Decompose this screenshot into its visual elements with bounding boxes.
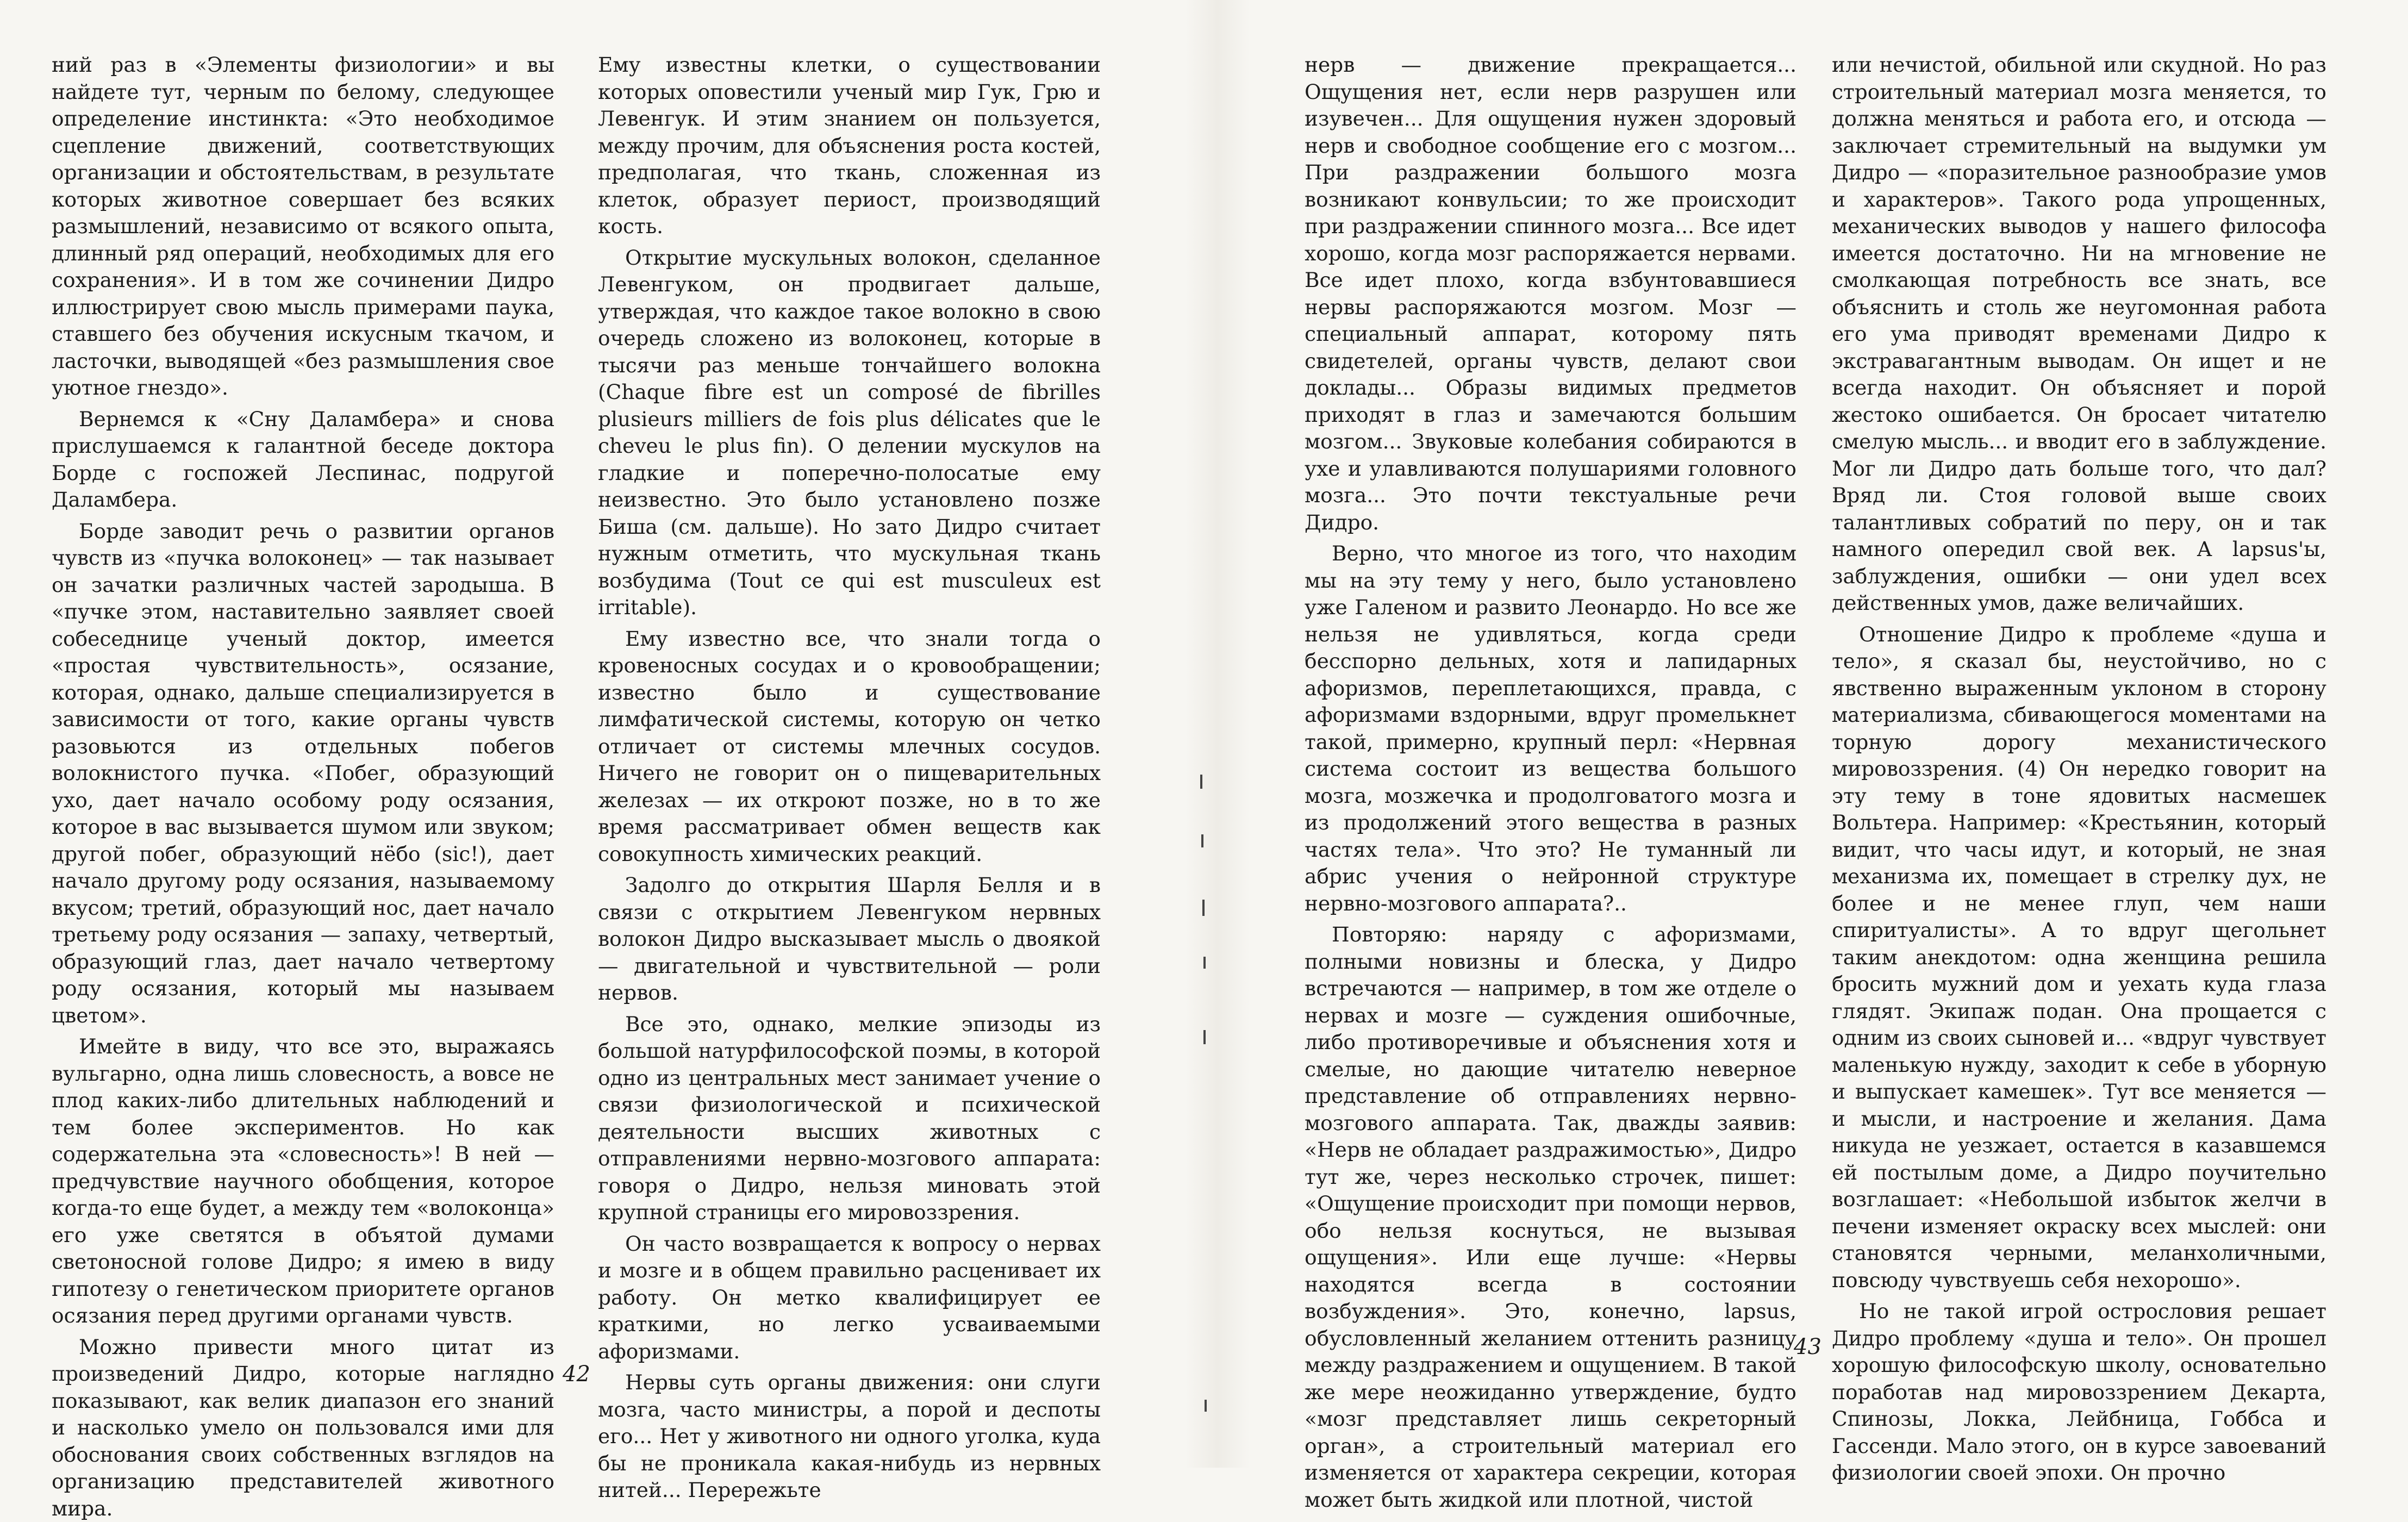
right-page <box>1250 0 2408 1468</box>
paragraph: Ему известны клетки, о существовании которых оповестили ученый мир Гук, Грю и Левенгук. И этим знанием он пользуется, между прочим, для объяснения роста костей, предполагая, что ткань, сложенная из клеток, образует периост, производящий кость. <box>598 52 1101 240</box>
paragraph: Все это, однако, мелкие эпизоды из большой натурфилософской поэмы, в которой одно из центральных мест занимает учение о связи физиологической и психической деятельности высших животных с отправлениями нервно-мозгового аппарата: говоря о Дидро, нельзя миновать этой крупной страницы его мировоззрения. <box>598 1011 1101 1226</box>
left-page-column-2 <box>598 52 1101 1373</box>
paragraph: Верно, что многое из того, что находим мы на эту тему у него, было установлено уже Галеном и развито Леонардо. Но все же нельзя не удивляться, когда среди бесспорно дельных, хотя и лапидарных афоризмов, переплетающихся, правда, с афоризмами вздорными, вдруг промелькнет такой, примерно, крупный перл: «Нервная система состоит из вещества большого мозга, мозжечка и продолговатого мозга и из продолжений этого вещества в разных частях тела». Что это? Не туманный ли абрис учения о нейронной структуре нервно-мозгового аппарата?.. <box>1305 540 1796 917</box>
gutter-mark <box>1205 1400 1207 1412</box>
paragraph: Открытие мускульных волокон, сделанное Левенгуком, он продвигает дальше, утверждая, что каждое такое волокно в свою очередь сложено из волоконец, которые в тысячи раз меньше тончайшего волокна (Chaque fibre est un composé de fibrilles plusieurs milliers de fois plus délicates que le cheveu le plus fin). О делении мускулов на гладкие и поперечно-полосатые ему неизвестно. Это было установлено позже Биша (см. дальше). Но зато Дидро считает нужным отметить, что мускульная ткань возбудима (Tout ce qui est musculeux est irritable). <box>598 245 1101 621</box>
right-page-column-2 <box>1832 52 2326 1373</box>
left-page-number: 42 <box>563 1362 590 1387</box>
paragraph: нерв — движение прекращается... Ощущения нет, если нерв разрушен или изувечен... Для ощущения нужен здоровый нерв и свободное сообщение его с мозгом... При раздражении большого мозга возникают конвульсии; то же происходит при раздражении спинного мозга... Все идет хорошо, когда мозг распоряжается нервами. Все идет плохо, когда взбунтовавшиеся нервы распоряжаются мозгом. Мозг — специальный аппарат, которому пять свидетелей, органы чувств, делают свои доклады... Образы видимых предметов приходят в глаз и замечаются большим мозгом... Звуковые колебания собираются в ухе и улавливаются полушариями головного мозга... Это почти текстуальные речи Дидро. <box>1305 52 1796 536</box>
gutter-mark <box>1203 957 1206 969</box>
paragraph: Ему известно все, что знали тогда о кровеносных сосудах и о кровообращении; известно было и существование лимфатической системы, которую он четко отличает от системы млечных сосудов. Ничего не говорит он о пищеварительных железах — их откроют позже, но в то же время рассматривает обмен веществ как совокупность химических реакций. <box>598 626 1101 868</box>
right-page-column-1 <box>1305 52 1796 1373</box>
gutter-mark <box>1202 900 1205 916</box>
gutter-mark <box>1200 775 1202 789</box>
paragraph: ний раз в «Элементы физиологии» и вы найдете тут, черным по белому, следующее определение инстинкта: «Это необходимое сцепление движений, соответствующих организации и обстоятельствам, в результате которых животное совершает без всяких размышлений, независимо от всякого опыта, длинный ряд операций, необходимых для его сохранения». И в том же сочинении Дидро иллюстрирует свою мысль примерами паука, ставшего без обучения искусным ткачом, и ласточки, выводящей «без размышления свое уютное гнездо». <box>52 52 554 402</box>
paragraph: Задолго до открытия Шарля Белля и в связи с открытием Левенгуком нервных волокон Дидро высказывает мысль о двоякой — двигательной и чувствительной — роли нервов. <box>598 872 1101 1007</box>
left-page <box>0 0 1185 1468</box>
paragraph: Повторяю: наряду с афоризмами, полными новизны и блеска, у Дидро встречаются — например, в том же отделе о нервах и мозге — суждения ошибочные, либо противоречивые и объяснения хотя и смелые, но дающие читателю неверное представление об отправлениях нервно-мозгового аппарата. Так, дважды заявив: «Нерв не обладает раздражимостью», Дидро тут же, через несколько строчек, пишет: «Ощущение происходит при помощи нервов, обо нельзя коснуться, не вызывая ощущения». Или еще лучше: «Нервы находятся всегда в состоянии возбуждения». Это, конечно, lapsus, обусловленный желанием оттенить разницу между раздражением и ощущением. В такой же мере неожиданно утверждение, будто «мозг представляет лишь секреторный орган», а строительный материал его изменяется от характера секреции, которая может быть жидкой или плотной, чистой <box>1305 921 1796 1513</box>
paragraph: Отношение Дидро к проблеме «душа и тело», я сказал бы, неустойчиво, но с явственно выраженным уклоном в сторону материализма, сбивающегося моментами на торную дорогу механистического мировоззрения. (4) Он нередко говорит на эту тему в тоне ядовитых насмешек Вольтера. Например: «Крестьянин, который видит, что часы идут, и который, не зная механизма их, помещает в стрелку дух, не более и не менее глуп, чем наши спиритуалисты». А то вдруг щегольнет таким анекдотом: одна женщина решила бросить мужний дом и уехать куда глаза глядят. Экипаж подан. Она прощается с одним из своих сыновей и... «вдруг чувствует маленькую нужду, заходит к себе в уборную и выпускает камешек». Тут все меняется — и мысли, и настроение и желания. Дама никуда не уезжает, остается в казавшемся ей постылым доме, а Дидро поучительно возглашает: «Небольшой избыток желчи в печени изменяет окраску всех мыслей: они становятся черными, меланхоличными, повсюду чувствуешь себя нехорошо». <box>1832 621 2326 1294</box>
paragraph: Борде заводит речь о развитии органов чувств из «пучка волоконец» — так называет он зачатки различных частей зародыша. В «пучке этом, наставительно заявляет своей собеседнице ученый доктор, имеется «простая чувствительность», осязание, которая, однако, дальше специализируется в зависимости от того, какие органы чувств разовьются из отдельных побегов волокнистого пучка. «Побег, образующий ухо, дает начало особому роду осязания, которое в вас вызывается шумом или звуком; другой побег, образующий нёбо (sic!), дает начало другому роду осязания, называемому вкусом; третий, образующий нос, дает начало третьему роду осязания — запаху, четвертый, образующий глаз, дает начало четвертому роду осязания, который мы называем цветом». <box>52 518 554 1030</box>
paragraph: Можно привести много цитат из произведений Дидро, которые наглядно показывают, как велик диапазон его знаний и насколько умело он пользовался ими для обоснования своих собственных взглядов на организацию представителей животного мира. <box>52 1334 554 1522</box>
book-gutter <box>1185 0 1250 1468</box>
gutter-mark <box>1201 834 1203 847</box>
paragraph: Он часто возвращается к вопросу о нервах и мозге и в общем правильно расценивает их работу. Он метко квалифицирует ее краткими, но легко усваиваемыми афоризмами. <box>598 1231 1101 1365</box>
paragraph: Вернемся к «Сну Даламбера» и снова прислушаемся к галантной беседе доктора Борде с госпожей Леспинас, подругой Даламбера. <box>52 406 554 514</box>
paragraph: Имейте в виду, что все это, выражаясь вульгарно, одна лишь словесность, а вовсе не плод каких-либо длительных наблюдений и тем более экспериментов. Но как содержательна эта «словесность»! В ней — предчувствие научного обобщения, которое когда-то еще будет, а между тем «волоконца» его уже светятся в объятой думами светоносной голове Дидро; я имею в виду гипотезу о генетическом приоритете органов осязания перед другими органами чувств. <box>52 1033 554 1330</box>
paragraph: Нервы суть органы движения: они слуги мозга, часто министры, а порой и деспоты его... Нет у животного ни одного уголка, куда бы не проникала какая-нибудь из нервных нитей... Перережьте <box>598 1369 1101 1504</box>
paragraph: или нечистой, обильной или скудной. Но раз строительный материал мозга меняется, то должна меняться и работа его, и отсюда — заключает стремительный на выдумки ум Дидро — «поразительное разнообразие умов и характеров». Такого рода упрощенных, механических выводов у нашего философа имеется достаточно. Ни на мгновение не смолкающая потребность все знать, все объяснить и столь же неугомонная работа его ума приводят временами Дидро к экстравагантным выводам. Он ищет и не всегда находит. Он объясняет и порой жестоко ошибается. Он бросает читателю смелую мысль... и вводит его в заблуждение. Мог ли Дидро дать больше того, что дал? Вряд ли. Стоя головой выше своих талантливых собратий по перу, он и так намного опередил свой век. А lapsus'ы, заблуждения, ошибки — они удел всех действенных умов, даже величайших. <box>1832 52 2326 617</box>
right-page-number: 43 <box>1794 1334 1821 1359</box>
paragraph: Но не такой игрой остроcловия решает Дидро проблему «душа и тело». Он прошел хорошую философскую школу, основательно поработав над мировоззрением Декарта, Спинозы, Локка, Лейбница, Гоббса и Гассенди. Мало этого, он в курсе завоеваний физиологии своей эпохи. Он прочно <box>1832 1298 2326 1487</box>
left-page-column-1 <box>52 52 554 1373</box>
gutter-mark <box>1203 1030 1206 1044</box>
